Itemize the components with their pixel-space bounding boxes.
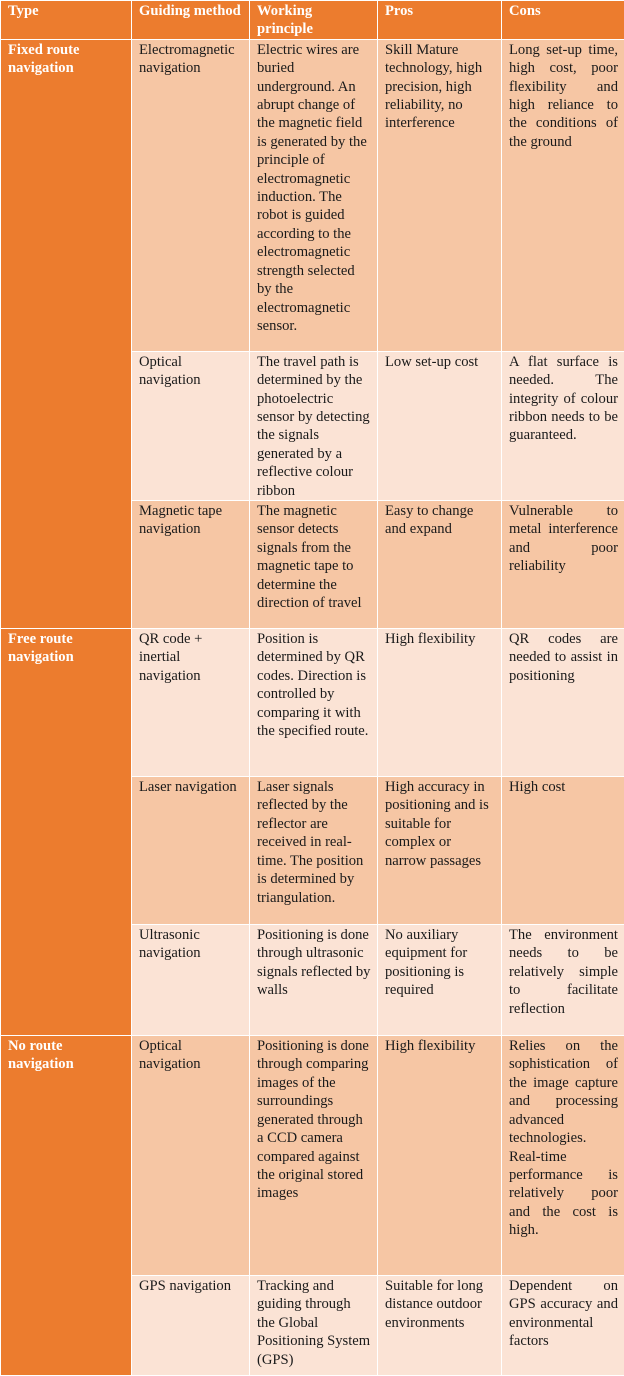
- pros-cell: High accuracy in positioning and is suitable for complex or narrow passages: [378, 777, 502, 925]
- header-cons: Cons: [502, 1, 624, 40]
- principle-cell: Positioning is done through ultrasonic signals reflected by walls: [250, 925, 378, 1036]
- type-fixed-route: Fixed route navigation: [1, 39, 132, 628]
- header-working-principle: Working principle: [250, 1, 378, 40]
- pros-cell: Suitable for long distance outdoor environments: [378, 1276, 502, 1376]
- type-no-route: No route navigation: [1, 1036, 132, 1376]
- method-cell: Laser navigation: [132, 777, 250, 925]
- principle-cell: The magnetic sensor detects signals from the magnetic tape to determine the direction of travel: [250, 501, 378, 629]
- cons-cell: The environment needs to be relatively simple to facilitate reflection: [502, 925, 624, 1036]
- table-row: [1, 1036, 624, 1276]
- method-cell: GPS navigation: [132, 1276, 250, 1376]
- principle-cell: The travel path is determined by the photoelectric sensor by detecting the signals generated by a reflective colour ribbon: [250, 351, 378, 500]
- principle-cell: Electric wires are buried underground. An abrupt change of the magnetic field is generated by the principle of electromagnetic induction. The robot is guided according to the electromagnetic strength selected by the electromagnetic sensor.: [250, 39, 378, 351]
- cons-cell: Long set-up time, high cost, poor flexibility and high reliance to the conditions of the ground: [502, 39, 624, 351]
- cons-cell: Vulnerable to metal interference and poor reliability: [502, 501, 624, 629]
- header-guiding-method: Guiding method: [132, 1, 250, 40]
- pros-cell: Low set-up cost: [378, 351, 502, 500]
- header-row: [1, 1, 624, 40]
- method-cell: Optical navigation: [132, 1036, 250, 1276]
- header-type: Type: [1, 1, 132, 40]
- table-row: [1, 629, 624, 777]
- pros-cell: Skill Mature technology, high precision, high reliability, no interference: [378, 39, 502, 351]
- cons-cell: Relies on the sophistication of the image capture and processing advanced technologies. Real-time performance is relatively poor and the cost is high.: [502, 1036, 624, 1276]
- pros-cell: High flexibility: [378, 1036, 502, 1276]
- principle-cell: Position is determined by QR codes. Direction is controlled by comparing it with the specified route.: [250, 629, 378, 777]
- type-free-route: Free route navigation: [1, 629, 132, 1036]
- cons-cell: Dependent on GPS accuracy and environmental factors: [502, 1276, 624, 1376]
- pros-cell: No auxiliary equipment for positioning is required: [378, 925, 502, 1036]
- method-cell: Magnetic tape navigation: [132, 501, 250, 629]
- principle-cell: Tracking and guiding through the Global Positioning System (GPS): [250, 1276, 378, 1376]
- principle-cell: Positioning is done through comparing images of the surroundings generated through a CCD camera compared against the original stored images: [250, 1036, 378, 1276]
- table-row: [1, 39, 624, 351]
- cons-cell: QR codes are needed to assist in positioning: [502, 629, 624, 777]
- pros-cell: High flexibility: [378, 629, 502, 777]
- method-cell: QR code + inertial navigation: [132, 629, 250, 777]
- method-cell: Electromagnetic navigation: [132, 39, 250, 351]
- header-pros: Pros: [378, 1, 502, 40]
- method-cell: Optical navigation: [132, 351, 250, 500]
- pros-cell: Easy to change and expand: [378, 501, 502, 629]
- cons-cell: High cost: [502, 777, 624, 925]
- method-cell: Ultrasonic navigation: [132, 925, 250, 1036]
- cons-cell: A flat surface is needed. The integrity of colour ribbon needs to be guaranteed.: [502, 351, 624, 500]
- principle-cell: Laser signals reflected by the reflector are received in real-time. The position is determined by triangulation.: [250, 777, 378, 925]
